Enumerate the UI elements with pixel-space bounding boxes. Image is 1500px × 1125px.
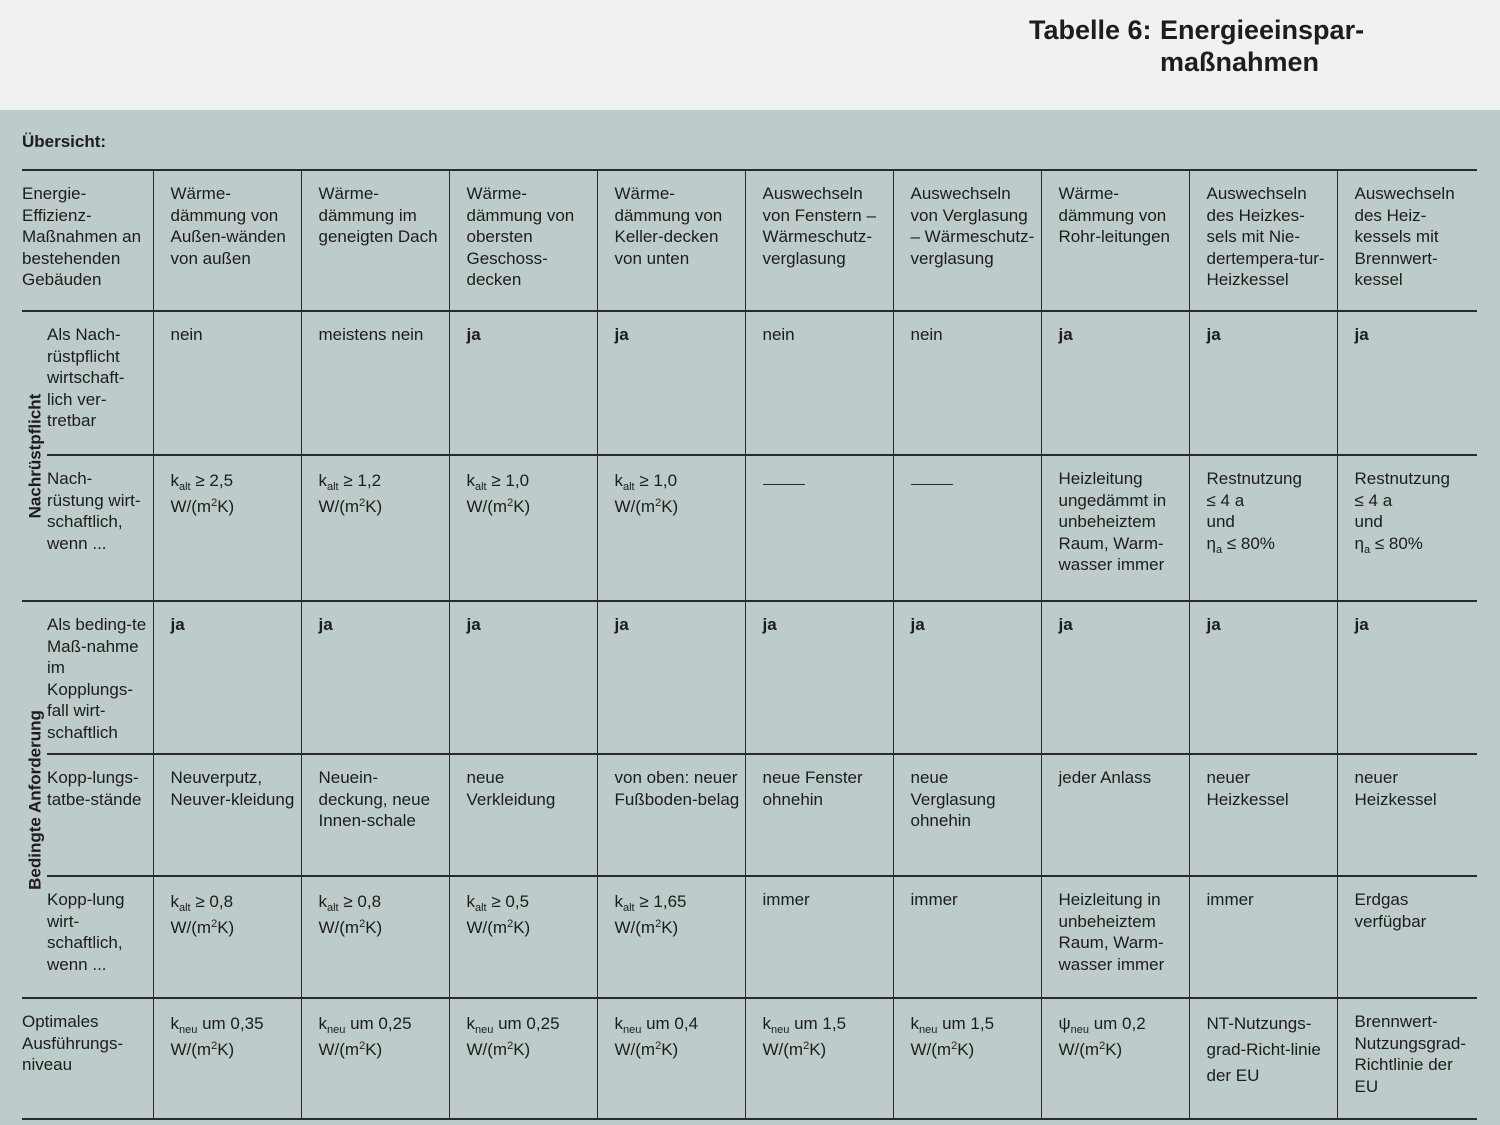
group-nachruestpflicht xyxy=(22,311,47,601)
table-cell: ja xyxy=(449,311,597,455)
group-bedingte-anforderung xyxy=(22,601,47,998)
table-cell: $k_{alt} \ge 1,65$ $W/(m^2K)$ xyxy=(597,876,745,998)
table-cell: neue Verglasung ohnehin xyxy=(893,754,1041,876)
row-label: Optimales Ausführungs-niveau xyxy=(22,998,153,1119)
table-cell: NT-Nutzungs-grad-Richt-linie der EU xyxy=(1189,998,1337,1119)
table-cell: ja xyxy=(1337,311,1477,455)
table-cell xyxy=(745,455,893,601)
table-row xyxy=(22,876,1477,998)
table-cell: $k_{neu}$ um 0,25 $W/(m^2K)$ xyxy=(449,998,597,1119)
table-cell: meistens nein xyxy=(301,311,449,455)
header-cell-condensing-boiler: Auswechseln des Heiz-kessels mit Brennwert-kessel xyxy=(1337,170,1477,311)
table-row xyxy=(22,601,1477,754)
table-cell: Restnutzung ≤ 4 a und $\eta_a \le 80\%$ xyxy=(1189,455,1337,601)
table-cell: $k_{neu}$ um 1,5 $W/(m^2K)$ xyxy=(745,998,893,1119)
header-cell-nt-boiler: Auswechseln des Heizkes-sels mit Nie-dertempera-tur-Heizkessel xyxy=(1189,170,1337,311)
table-cell: ja xyxy=(1337,601,1477,754)
table-cell: neue Verkleidung xyxy=(449,754,597,876)
table-row xyxy=(22,311,1477,455)
table-cell: nein xyxy=(745,311,893,455)
table-cell: neuer Heizkessel xyxy=(1337,754,1477,876)
table-cell: ja xyxy=(1189,311,1337,455)
table-row xyxy=(22,998,1477,1119)
row-label: Kopp-lung wirt-schaftlich, wenn ... xyxy=(47,876,153,998)
table-cell: Heizleitung in unbeheiztem Raum, Warm-wasser immer xyxy=(1041,876,1189,998)
table-cell: $k_{neu}$ um 0,35 $W/(m^2K)$ xyxy=(153,998,301,1119)
table-cell: ja xyxy=(449,601,597,754)
table-cell: Erdgas verfügbar xyxy=(1337,876,1477,998)
dash-placeholder xyxy=(911,484,953,485)
group-label-nachruestpflicht: Nachrüstpflicht xyxy=(24,393,44,519)
table-cell: immer xyxy=(893,876,1041,998)
table-cell: nein xyxy=(153,311,301,455)
header-cell-top-ceiling: Wärme-dämmung von obersten Geschoss-decken xyxy=(449,170,597,311)
table-cell: ja xyxy=(597,311,745,455)
table-cell: von oben: neuer Fußboden-belag xyxy=(597,754,745,876)
row-label: Nach-rüstung wirt-schaftlich, wenn ... xyxy=(47,455,153,601)
table-cell: $k_{alt} \ge 0,5$ $W/(m^2K)$ xyxy=(449,876,597,998)
header-cell-pipes: Wärme-dämmung von Rohr-leitungen xyxy=(1041,170,1189,311)
table-cell: ja xyxy=(301,601,449,754)
table-cell: ja xyxy=(745,601,893,754)
header-cell-basement-ceiling: Wärme-dämmung von Keller-decken von unten xyxy=(597,170,745,311)
table-cell: immer xyxy=(745,876,893,998)
table-cell: $k_{neu}$ um 1,5 $W/(m^2K)$ xyxy=(893,998,1041,1119)
table-panel xyxy=(0,110,1500,1125)
measures-table xyxy=(22,169,1477,1120)
table-cell: ja xyxy=(1041,311,1189,455)
table-cell: ja xyxy=(153,601,301,754)
table-cell: neue Fenster ohnehin xyxy=(745,754,893,876)
page-header xyxy=(0,0,1500,110)
header-cell-windows: Auswechseln von Fenstern – Wärmeschutz-verglasung xyxy=(745,170,893,311)
header-cell-measures: Energie-Effizienz-Maßnahmen an bestehenden Gebäuden xyxy=(22,170,153,311)
table-cell: Neuein-deckung, neue Innen-schale xyxy=(301,754,449,876)
table-cell: Restnutzung ≤ 4 a und $\eta_a \le 80\%$ xyxy=(1337,455,1477,601)
row-label: Als Nach-rüstpflicht wirtschaft-lich ver-tretbar xyxy=(47,311,153,455)
table-cell: $k_{alt} \ge 1,0$ $W/(m^2K)$ xyxy=(449,455,597,601)
row-label: Kopp-lungs-tatbe-stände xyxy=(47,754,153,876)
table-cell: immer xyxy=(1189,876,1337,998)
header-cell-exterior-walls: Wärme-dämmung von Außen-wänden von außen xyxy=(153,170,301,311)
table-number: Tabelle 6: xyxy=(1029,15,1152,45)
table-cell: ja xyxy=(893,601,1041,754)
table-row xyxy=(22,754,1477,876)
table-cell: $k_{alt} \ge 1,2$ $W/(m^2K)$ xyxy=(301,455,449,601)
table-cell: $k_{alt} \ge 2,5$ $W/(m^2K)$ xyxy=(153,455,301,601)
table-cell: Heizleitung ungedämmt in unbeheiztem Raum, Warm-wasser immer xyxy=(1041,455,1189,601)
table-cell: ja xyxy=(597,601,745,754)
table-row xyxy=(22,455,1477,601)
table-cell: $\psi_{neu}$ um 0,2 $W/(m^2K)$ xyxy=(1041,998,1189,1119)
row-label: Als beding-te Maß-nahme im Kopplungs-fall wirt-schaftlich xyxy=(47,601,153,754)
table-cell: $k_{alt} \ge 1,0$ $W/(m^2K)$ xyxy=(597,455,745,601)
dash-placeholder xyxy=(763,484,805,485)
header-row xyxy=(22,170,1477,311)
table-cell: nein xyxy=(893,311,1041,455)
header-cell-glazing: Auswechseln von Verglasung – Wärmeschutz-verglasung xyxy=(893,170,1041,311)
group-label-bedingte-anforderung: Bedingte Anforderung xyxy=(24,709,44,890)
table-cell: $k_{neu}$ um 0,4 $W/(m^2K)$ xyxy=(597,998,745,1119)
table-cell: jeder Anlass xyxy=(1041,754,1189,876)
table-cell: $k_{neu}$ um 0,25 $W/(m^2K)$ xyxy=(301,998,449,1119)
table-cell xyxy=(893,455,1041,601)
table-cell: $k_{alt} \ge 0,8$ $W/(m^2K)$ xyxy=(301,876,449,998)
table-title: Energieeinspar-maßnahmen xyxy=(1160,15,1365,77)
table-cell: Brennwert-Nutzungsgrad-Richtlinie der EU xyxy=(1337,998,1477,1119)
table-cell: Neuverputz, Neuver-kleidung xyxy=(153,754,301,876)
overview-label: Übersicht: xyxy=(22,132,107,151)
table-cell: ja xyxy=(1189,601,1337,754)
table-cell: ja xyxy=(1041,601,1189,754)
header-cell-pitched-roof: Wärme-dämmung im geneigten Dach xyxy=(301,170,449,311)
table-cell: $k_{alt} \ge 0,8$ $W/(m^2K)$ xyxy=(153,876,301,998)
table-cell: neuer Heizkessel xyxy=(1189,754,1337,876)
